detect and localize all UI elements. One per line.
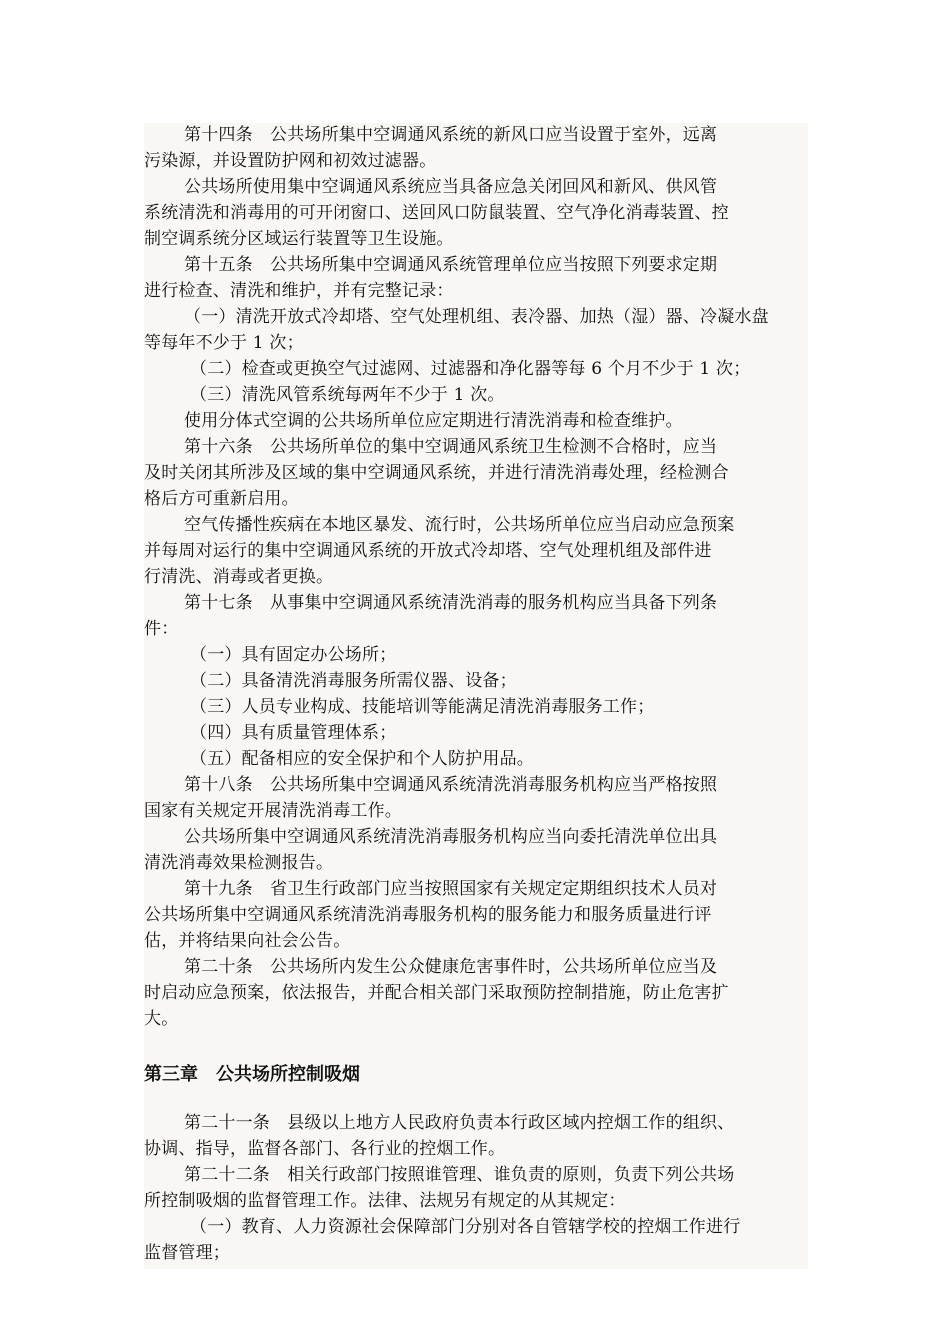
text-line: 并每周对运行的集中空调通风系统的开放式冷却塔、空气处理机组及部件进 xyxy=(144,541,712,561)
text-line: 行清洗、消毒或者更换。 xyxy=(144,567,334,587)
document-page-continued xyxy=(144,1215,808,1269)
text-line: （三）人员专业构成、技能培训等能满足清洗消毒服务工作； xyxy=(190,697,655,717)
text-line: 第十四条 公共场所集中空调通风系统的新风口应当设置于室外，远离 xyxy=(184,125,718,145)
text-line: 第二十一条 县级以上地方人民政府负责本行政区域内控烟工作的组织、 xyxy=(184,1113,735,1133)
text-line: 件： xyxy=(144,619,179,639)
text-line: 第十九条 省卫生行政部门应当按照国家有关规定定期组织技术人员对 xyxy=(184,879,718,899)
text-line: （一）教育、人力资源社会保障部门分别对各自管辖学校的控烟工作进行 xyxy=(190,1217,741,1237)
text-line: 第十八条 公共场所集中空调通风系统清洗消毒服务机构应当严格按照 xyxy=(184,775,718,795)
text-line: 国家有关规定开展清洗消毒工作。 xyxy=(144,801,402,821)
text-line: 进行检查、清洗和维护，并有完整记录： xyxy=(144,281,454,301)
text-line: （二）检查或更换空气过滤网、过滤器和净化器等每 6 个月不少于 1 次； xyxy=(190,359,751,379)
text-line: 制空调系统分区域运行装置等卫生设施。 xyxy=(144,229,454,249)
text-line: 等每年不少于 1 次； xyxy=(144,333,304,353)
text-line: 使用分体式空调的公共场所单位应定期进行清洗消毒和检查维护。 xyxy=(184,411,683,431)
text-line: 格后方可重新启用。 xyxy=(144,489,299,509)
text-line: 第十六条 公共场所单位的集中空调通风系统卫生检测不合格时，应当 xyxy=(184,437,718,457)
text-line: 第十五条 公共场所集中空调通风系统管理单位应当按照下列要求定期 xyxy=(184,255,718,275)
text-line: 污染源，并设置防护网和初效过滤器。 xyxy=(144,151,437,171)
text-line: 公共场所使用集中空调通风系统应当具备应急关闭回风和新风、供风管 xyxy=(184,177,718,197)
text-line: （五）配备相应的安全保护和个人防护用品。 xyxy=(190,749,534,769)
document-page xyxy=(144,123,808,1215)
text-line: （四）具有质量管理体系； xyxy=(190,723,397,743)
text-line: 第二十二条 相关行政部门按照谁管理、谁负责的原则，负责下列公共场 xyxy=(184,1165,735,1185)
text-line: 公共场所集中空调通风系统清洗消毒服务机构的服务能力和服务质量进行评 xyxy=(144,905,712,925)
text-line: （一）清洗开放式冷却塔、空气处理机组、表冷器、加热（湿）器、冷凝水盘 xyxy=(184,307,769,327)
text-line: 公共场所集中空调通风系统清洗消毒服务机构应当向委托清洗单位出具 xyxy=(184,827,718,847)
text-line: 第二十条 公共场所内发生公众健康危害事件时，公共场所单位应当及 xyxy=(184,957,718,977)
text-line: 大。 xyxy=(144,1009,179,1029)
chapter-heading: 第三章 公共场所控制吸烟 xyxy=(144,1064,360,1085)
text-line: （一）具有固定办公场所； xyxy=(190,645,397,665)
text-line: 第十七条 从事集中空调通风系统清洗消毒的服务机构应当具备下列条 xyxy=(184,593,718,613)
text-line: （三）清洗风管系统每两年不少于 1 次。 xyxy=(190,385,505,405)
text-line: 所控制吸烟的监督管理工作。法律、法规另有规定的从其规定： xyxy=(144,1191,626,1211)
text-line: 空气传播性疾病在本地区暴发、流行时，公共场所单位应当启动应急预案 xyxy=(184,515,735,535)
text-line: 时启动应急预案，依法报告，并配合相关部门采取预防控制措施，防止危害扩 xyxy=(144,983,729,1003)
text-line: 监督管理； xyxy=(144,1243,230,1263)
text-line: 及时关闭其所涉及区域的集中空调通风系统，并进行清洗消毒处理，经检测合 xyxy=(144,463,729,483)
text-line: （二）具备清洗消毒服务所需仪器、设备； xyxy=(190,671,517,691)
text-line: 系统清洗和消毒用的可开闭窗口、送回风口防鼠装置、空气净化消毒装置、控 xyxy=(144,203,729,223)
text-line: 协调、指导，监督各部门、各行业的控烟工作。 xyxy=(144,1139,506,1159)
text-line: 清洗消毒效果检测报告。 xyxy=(144,853,334,873)
text-line: 估，并将结果向社会公告。 xyxy=(144,931,351,951)
